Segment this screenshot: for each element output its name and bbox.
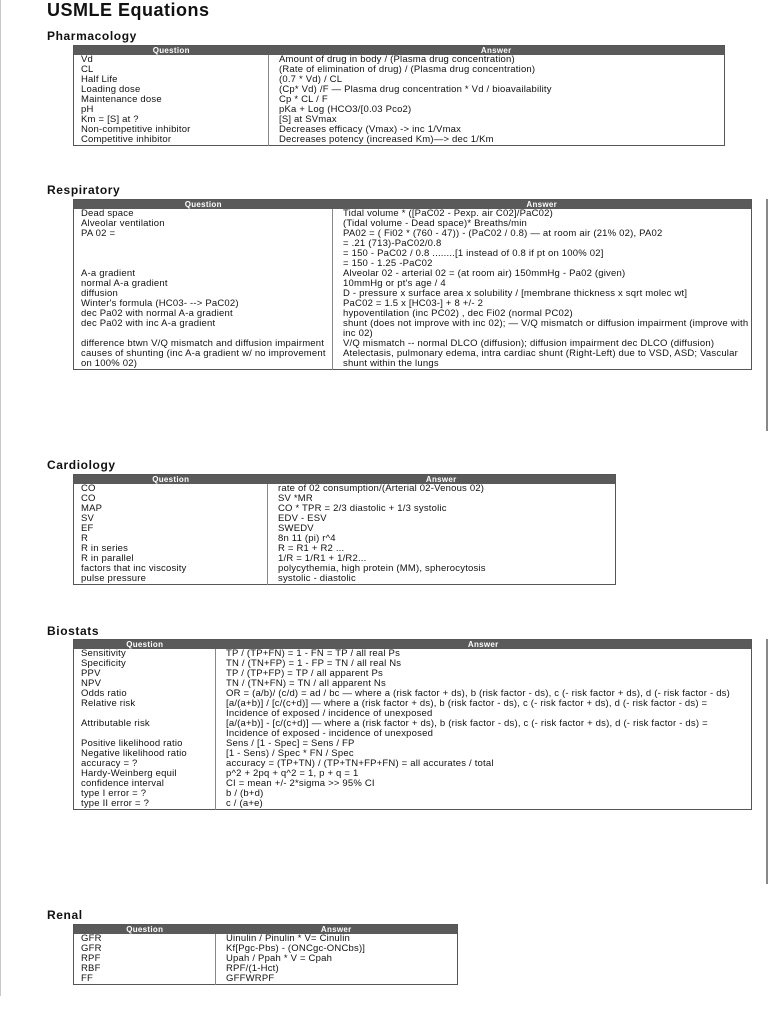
table-row bbox=[74, 669, 752, 679]
question-cell: confidence interval bbox=[74, 779, 216, 789]
table-row bbox=[74, 574, 616, 585]
respiratory-table bbox=[73, 199, 752, 370]
question-cell: GFR bbox=[74, 934, 216, 944]
table-row bbox=[74, 689, 752, 699]
question-cell: CO bbox=[74, 494, 268, 504]
answer-column-header: Answer bbox=[216, 640, 752, 650]
answer-cell: Tidal volume * ([PaC02 - Pexp. air C02]/PaC02) bbox=[343, 209, 554, 219]
question-cell: MAP bbox=[74, 504, 268, 514]
question-cell: Dead space bbox=[74, 209, 333, 219]
question-column-header: Question bbox=[74, 475, 268, 485]
table-row bbox=[74, 799, 752, 810]
table-row bbox=[74, 279, 752, 289]
answer-cell: R = R1 + R2 ... bbox=[278, 544, 345, 554]
table-row bbox=[74, 504, 616, 514]
answer-cell: RPF/(1-Hct) bbox=[226, 964, 279, 974]
answer-cell: TP / (TP+FP) = TP / all apparent Ps bbox=[226, 669, 383, 679]
table-row bbox=[74, 789, 752, 799]
question-cell: dec Pa02 with normal A-a gradient bbox=[74, 309, 333, 319]
table-row bbox=[74, 65, 725, 75]
question-cell: Sensitivity bbox=[74, 649, 216, 659]
question-cell: R bbox=[74, 534, 268, 544]
table-row bbox=[74, 105, 725, 115]
question-cell: RBF bbox=[74, 964, 216, 974]
question-cell: Half Life bbox=[74, 75, 269, 85]
question-cell: Alveolar ventilation bbox=[74, 219, 333, 229]
question-cell: pulse pressure bbox=[74, 574, 268, 585]
answer-cell: Atelectasis, pulmonary edema, intra cardiac shunt (Right-Left) due to VSD, ASD; Vascular shunt within the lungs bbox=[343, 349, 738, 369]
question-cell: Km = [S] at ? bbox=[74, 115, 269, 125]
answer-cell: (Rate of elimination of drug) / (Plasma drug concentration) bbox=[279, 65, 536, 75]
answer-cell: 8n 11 (pi) r^4 bbox=[278, 534, 336, 544]
table-row bbox=[74, 319, 752, 339]
answer-cell: pKa + Log (HCO3/[0.03 Pco2) bbox=[279, 105, 412, 115]
answer-cell: c / (a+e) bbox=[226, 799, 263, 809]
table-row bbox=[74, 289, 752, 299]
section-heading-renal: Renal bbox=[47, 908, 83, 922]
table-row bbox=[74, 534, 616, 544]
answer-cell: Uinulin / Pinulin * V= Cinulin bbox=[226, 934, 351, 944]
table-row bbox=[74, 974, 458, 985]
table-row bbox=[74, 649, 752, 659]
question-cell: normal A-a gradient bbox=[74, 279, 333, 289]
question-cell: factors that inc viscosity bbox=[74, 564, 268, 574]
question-cell: Relative risk bbox=[74, 699, 216, 719]
table-row bbox=[74, 749, 752, 759]
table-row bbox=[74, 135, 725, 146]
question-cell: pH bbox=[74, 105, 269, 115]
table-row bbox=[74, 719, 752, 739]
answer-cell: CO * TPR = 2/3 diastolic + 1/3 systolic bbox=[278, 504, 447, 514]
table-row bbox=[74, 349, 752, 370]
answer-cell: PaC02 = 1.5 x [HC03-] + 8 +/- 2 bbox=[343, 299, 484, 309]
section-heading-biostats: Biostats bbox=[47, 624, 100, 638]
table-row bbox=[74, 554, 616, 564]
answer-cell: Decreases efficacy (Vmax) -> inc 1/Vmax bbox=[279, 125, 462, 135]
table-row bbox=[74, 95, 725, 105]
table-row bbox=[74, 759, 752, 769]
answer-cell: TP / (TP+FN) = 1 - FN = TP / all real Ps bbox=[226, 649, 401, 659]
answer-cell: V/Q mismatch -- normal DLCO (diffusion); diffusion impairment dec DLCO (diffusion) bbox=[343, 339, 715, 349]
answer-cell: OR = (a/b)/ (c/d) = ad / bc — where a (risk factor + ds), b (risk factor - ds), c (- risk factor + ds), d (- risk factor - ds) bbox=[226, 689, 730, 699]
answer-cell: accuracy = (TP+TN) / (TP+TN+FP+FN) = all accurates / total bbox=[226, 759, 494, 769]
answer-cell: polycythemia, high protein (MM), spherocytosis bbox=[278, 564, 486, 574]
question-cell: PPV bbox=[74, 669, 216, 679]
question-cell: Non-competitive inhibitor bbox=[74, 125, 269, 135]
table-row bbox=[74, 219, 752, 229]
question-cell: Negative likelihood ratio bbox=[74, 749, 216, 759]
question-cell: Loading dose bbox=[74, 85, 269, 95]
question-cell: Competitive inhibitor bbox=[74, 135, 269, 146]
answer-cell: [a/(a+b)] / [c/(c+d)] — where a (risk factor + ds), b (risk factor - ds), c (- risk factor + ds), d (- risk factor - ds) = Incidence of exposed / incidence of unexposed bbox=[226, 699, 708, 719]
answer-cell: Sens / [1 - Spec] = Sens / FP bbox=[226, 739, 355, 749]
question-cell: PA 02 = bbox=[74, 229, 333, 269]
table-row bbox=[74, 564, 616, 574]
answer-cell: SV *MR bbox=[278, 494, 313, 504]
answer-cell: [a/(a+b)] - [c/(c+d)] — where a (risk factor + ds), b (risk factor - ds), c (- risk factor + ds), d (- risk factor - ds) = Incidence of exposed - incidence of unexposed bbox=[226, 719, 708, 739]
answer-cell: Kf[Pgc-Pbs) - (ONCgc-ONCbs)] bbox=[226, 944, 366, 954]
answer-cell: TN / (TN+FN) = TN / all apparent Ns bbox=[226, 679, 386, 689]
table-row bbox=[74, 524, 616, 534]
table-row bbox=[74, 544, 616, 554]
section-heading-respiratory: Respiratory bbox=[47, 183, 121, 197]
table-row bbox=[74, 115, 725, 125]
answer-cell: shunt (does not improve with inc 02); — V/Q mismatch or diffusion impairment (improve with inc 02) bbox=[343, 319, 749, 339]
answer-cell: Amount of drug in body / (Plasma drug concentration) bbox=[279, 55, 515, 65]
question-cell: R in series bbox=[74, 544, 268, 554]
answer-cell: (Cp* Vd) /F — Plasma drug concentration * Vd / bioavailability bbox=[279, 85, 552, 95]
biostats-table bbox=[73, 639, 752, 810]
question-cell: Vd bbox=[74, 55, 269, 65]
answer-column-header: Answer bbox=[216, 925, 458, 935]
answer-cell: D - pressure x surface area x solubility / [membrane thickness x sqrt molec wt] bbox=[343, 289, 688, 299]
question-cell: NPV bbox=[74, 679, 216, 689]
table-row bbox=[74, 85, 725, 95]
table-row bbox=[74, 299, 752, 309]
answer-cell: Upah / Ppah * V = Cpah bbox=[226, 954, 333, 964]
question-cell: Specificity bbox=[74, 659, 216, 669]
question-column-header: Question bbox=[74, 46, 269, 56]
table-row bbox=[74, 934, 458, 944]
answer-cell: 10mmHg or pt's age / 4 bbox=[343, 279, 446, 289]
answer-cell: p^2 + 2pq + q^2 = 1, p + q = 1 bbox=[226, 769, 359, 779]
table-row bbox=[74, 659, 752, 669]
table-row bbox=[74, 514, 616, 524]
answer-column-header: Answer bbox=[268, 475, 616, 485]
answer-column-header: Answer bbox=[269, 46, 725, 56]
table-row bbox=[74, 484, 616, 494]
table-row bbox=[74, 339, 752, 349]
table-row bbox=[74, 309, 752, 319]
question-cell: SV bbox=[74, 514, 268, 524]
document-title: USMLE Equations bbox=[47, 0, 210, 20]
question-cell: Positive likelihood ratio bbox=[74, 739, 216, 749]
answer-cell: TN / (TN+FP) = 1 - FP = TN / all real Ns bbox=[226, 659, 402, 669]
table-row bbox=[74, 739, 752, 749]
question-cell: causes of shunting (inc A-a gradient w/ no improvement on 100% 02) bbox=[74, 349, 333, 370]
answer-cell: Alveolar 02 - arterial 02 = (at room air) 150mmHg - Pa02 (given) bbox=[343, 269, 626, 279]
cardiology-table bbox=[73, 474, 616, 585]
table-row bbox=[74, 699, 752, 719]
question-cell: accuracy = ? bbox=[74, 759, 216, 769]
section-heading-pharmacology: Pharmacology bbox=[47, 29, 137, 43]
question-cell: difference btwn V/Q mismatch and diffusion impairment bbox=[74, 339, 333, 349]
question-cell: type I error = ? bbox=[74, 789, 216, 799]
answer-column-header: Answer bbox=[333, 200, 752, 210]
answer-cell: CI = mean +/- 2*sigma >> 95% CI bbox=[226, 779, 375, 789]
question-cell: EF bbox=[74, 524, 268, 534]
question-cell: CO bbox=[74, 484, 268, 494]
table-row bbox=[74, 75, 725, 85]
question-cell: diffusion bbox=[74, 289, 333, 299]
question-cell: dec Pa02 with inc A-a gradient bbox=[74, 319, 333, 339]
question-column-header: Question bbox=[74, 925, 216, 935]
answer-cell: Decreases potency (increased Km)—> dec 1/Km bbox=[279, 135, 494, 145]
answer-cell: Cp * CL / F bbox=[279, 95, 328, 105]
question-cell: Winter's formula (HC03- --> PaC02) bbox=[74, 299, 333, 309]
answer-cell: b / (b+d) bbox=[226, 789, 264, 799]
answer-cell: hypoventilation (inc PC02) , dec Fi02 (normal PC02) bbox=[343, 309, 573, 319]
question-cell: GFR bbox=[74, 944, 216, 954]
answer-cell: (Tidal volume - Dead space)* Breaths/min bbox=[343, 219, 527, 229]
table-row bbox=[74, 125, 725, 135]
table-row bbox=[74, 779, 752, 789]
question-cell: Maintenance dose bbox=[74, 95, 269, 105]
question-cell: A-a gradient bbox=[74, 269, 333, 279]
question-column-header: Question bbox=[74, 640, 216, 650]
page-left-border bbox=[0, 0, 1, 996]
answer-cell: (0.7 * Vd) / CL bbox=[279, 75, 343, 85]
answer-cell: EDV - ESV bbox=[278, 514, 327, 524]
question-cell: type II error = ? bbox=[74, 799, 216, 810]
table-row bbox=[74, 269, 752, 279]
answer-cell: SWEDV bbox=[278, 524, 314, 534]
question-cell: FF bbox=[74, 974, 216, 985]
table-row bbox=[74, 209, 752, 219]
answer-cell: [S] at SVmax bbox=[279, 115, 337, 125]
question-cell: Attributable risk bbox=[74, 719, 216, 739]
question-cell: RPF bbox=[74, 954, 216, 964]
table-row bbox=[74, 964, 458, 974]
answer-cell: 1/R = 1/R1 + 1/R2... bbox=[278, 554, 367, 564]
pharmacology-table bbox=[73, 45, 725, 146]
table-row bbox=[74, 494, 616, 504]
answer-cell: rate of 02 consumption/(Arterial 02-Venous 02) bbox=[278, 484, 485, 494]
question-cell: Odds ratio bbox=[74, 689, 216, 699]
table-row bbox=[74, 769, 752, 779]
section-heading-cardiology: Cardiology bbox=[47, 458, 116, 472]
table-row bbox=[74, 55, 725, 65]
table-row bbox=[74, 229, 752, 269]
question-column-header: Question bbox=[74, 200, 333, 210]
table-row bbox=[74, 944, 458, 954]
renal-table bbox=[73, 924, 458, 985]
question-cell: Hardy-Weinberg equil bbox=[74, 769, 216, 779]
answer-cell: GFFWRPF bbox=[226, 974, 275, 984]
question-cell: R in parallel bbox=[74, 554, 268, 564]
answer-cell: PA02 = ( Fi02 * (760 - 47)) - (PaC02 / 0.8) — at room air (21% 02), PA02 = .21 (713)-PaC02/0.8 = 150 - PaC02 / 0.8 ........[1 instead of 0.8 if pt on 100% 02] = 150 - 1.25 -PaC02 bbox=[343, 229, 663, 269]
answer-cell: systolic - diastolic bbox=[278, 574, 356, 584]
table-row bbox=[74, 954, 458, 964]
question-cell: CL bbox=[74, 65, 269, 75]
table-row bbox=[74, 679, 752, 689]
answer-cell: [1 - Sens) / Spec * FN / Spec bbox=[226, 749, 354, 759]
